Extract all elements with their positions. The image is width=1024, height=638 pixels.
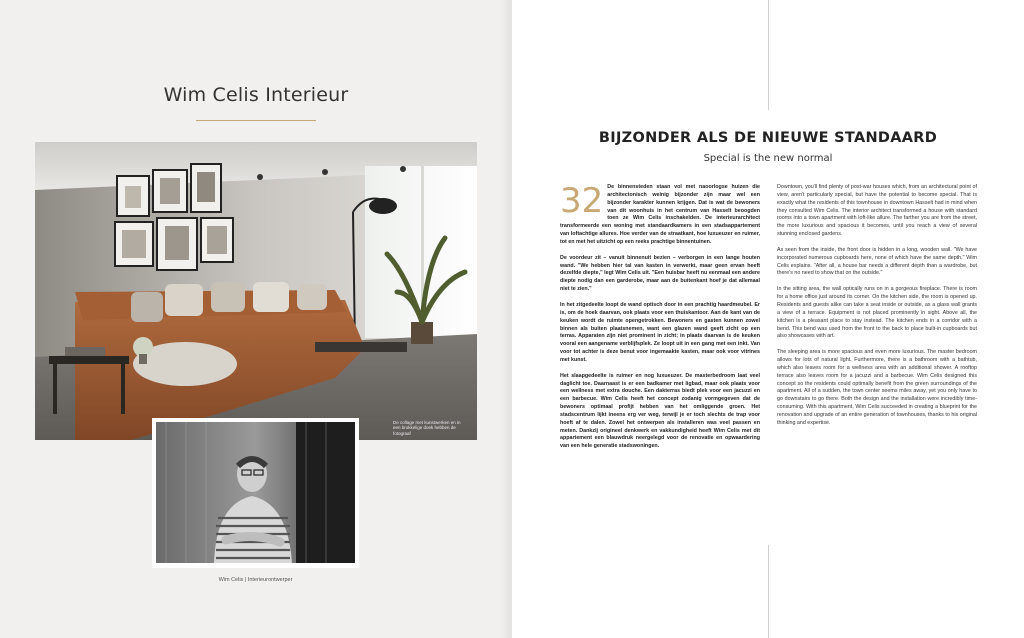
portrait-frame bbox=[152, 418, 359, 568]
portrait-illustration bbox=[156, 422, 355, 563]
english-paragraph-3: In the sitting area, the wall optically runs on in a gorgeous fireplace. There is room for a home office just around its corner. On the kitchen side, the room is opened up. Residents and guests alike can take a seat inside or outside, as a glass wall grants a view of a terrace. Equipment is not placed prominently in sight. Above all, the kitchen is a pleasant place to stay instead. The kitchen ends in a corridor with a bend. This bend was used from the front to the back to place built-in cupboards but also showcases with art. bbox=[777, 286, 977, 340]
page-gutter bbox=[500, 0, 512, 638]
column-rule-top bbox=[768, 0, 769, 110]
portrait-caption: Wim Celis | Interieurontwerper bbox=[218, 577, 293, 583]
page-number: 32 bbox=[560, 181, 604, 221]
gold-divider bbox=[196, 120, 316, 121]
english-column bbox=[777, 184, 977, 436]
living-room-photo bbox=[35, 142, 477, 440]
photo-credit: De collage met kunstwerken en in een brokkelige doek hebben de fotograaf bbox=[393, 419, 461, 436]
article-subtitle: Special is the new normal bbox=[703, 153, 833, 164]
english-paragraph-1: Downtown, you'll find plenty of post-war houses which, from an architectural point of view, aren't particularly special, but have the potential to become special. That is exactly what the residents of this townhouse in downtown Hasselt had in mind when they consulted Wim Celis. The interior architect transformed a house with standard rooms into a town apartment with loft-like allure. The farther you are from the street, the more luxurious and spacious it becomes, until you reach a view of several stunning enclosed gardens. bbox=[777, 184, 977, 238]
english-paragraph-2: As seen from the inside, the front door is hidden in a long, wooden wall. "We have incorporated numerous cupboards here, none of which have the same depth," Wim Celis explains. "After all, a house bar needs a different depth than a wardrobe, but there's no need to show that on the outside." bbox=[777, 246, 977, 277]
living-room-illustration bbox=[35, 142, 477, 440]
english-paragraph-4: The sleeping area is more spacious and even more luxurious. The master bedroom allows for lots of natural light. Furthermore, there is a bathroom with a bathtub, which also leaves room for a wellness area with an additional shower. A rooftop terrace also leaves room for a jacuzzi and a barbecue. Wim Celis designed this concept so the residents could optimally benefit from the green surroundings of the apartment. All of a sudden, the town center seems miles away, yet you only have to go downstairs to go there. Both the design and the installation were incredibly time-consuming. With this apartment, Wim Celis succeeded in creating a blueprint for the renovation and upgrade of an entire generation of townhouses, thanks to his original thinking and expertise. bbox=[777, 349, 977, 426]
column-rule-bottom bbox=[768, 545, 769, 638]
dutch-paragraph-4: Het slaapgedeelte is ruimer en nog luxueuzer. De masterbedroom laat veel daglicht toe. Daarnaast is er een badkamer met ligbad, maar ook plaats voor een wellness met extra douche. Een dakterras biedt plek voor een jacuzzi en een barbecue. Wim Celis heeft het concept zodanig vormgegeven dat de bewoners optimaal profijt hebben van het omliggende groen. Het stadscentrum lijkt ineens erg ver weg, terwijl je er toch slechts de trap voor hoeft af te dalen. Zowel het ontwerpen als installeren was veel passen en meten. Dankzij origineel denkwerk en vakkundigheid heeft Wim Celis met dit appartement een blauwdruk neergelegd voor de renovatie en opwaardering van een hele generatie stadswoningen. bbox=[560, 372, 760, 450]
dutch-column bbox=[560, 181, 760, 459]
dutch-paragraph-1 bbox=[560, 181, 760, 247]
dutch-paragraph-3: In het zitgedeelte loopt de wand optisch door in een prachtig haardmeubel. Er is, om de hoek daarvan, ook plaats voor een thuiskantoor. Aan de kant van de keuken wordt de ruimte opengetrokken. Bewoners en gasten kunnen zowel binnen als buiten plaatsnemen, want een glazen wand geeft zicht op een terras. Apparaten zijn niet prominent in zicht; in plaats daarvan is de keuken vooral een aangename verblijfsplek. Ze loopt uit in een gang met een inkt. Van voor tot achter is deze benut voor ingemaakte kasten, maar ook voor vitrines met kunst. bbox=[560, 301, 760, 363]
article-title: BIJZONDER ALS DE NIEUWE STANDAARD bbox=[598, 130, 938, 146]
dutch-paragraph-1-text: De binnensteden staan vol met naoorlogse huizen die architectonisch weinig bijzonder zijn maar wel een bijzonder karakter kunnen krijgen. Dat is wat de bewoners van dit woonhuis in het centrum van Hasselt beoogden toen ze Wim Celis inschakelden. De interieurarchitect transformeerde een woning met standaardkamers in een stadsappartement van loftachtige allures. Hoe verder van de straatkant, hoe luxueuzer en ruimer, tot en met het uitzicht op een reeks prachtige binnentuinen. bbox=[560, 184, 760, 245]
portrait-photo bbox=[156, 422, 355, 563]
dutch-paragraph-2: De voordeur zit – vanuit binnenuit bezien – verborgen in een lange houten wand. "We hebben hier tal van kasten in verwerkt, maar geen ervan heeft dezelfde diepte," legt Wim Celis uit. "Een huisbar heeft nu eenmaal een andere diepte nodig dan een garderobe, maar aan de buitenkant hoef je dat allemaal niet te zien." bbox=[560, 254, 760, 293]
brand-title: Wim Celis Interieur bbox=[163, 84, 349, 106]
